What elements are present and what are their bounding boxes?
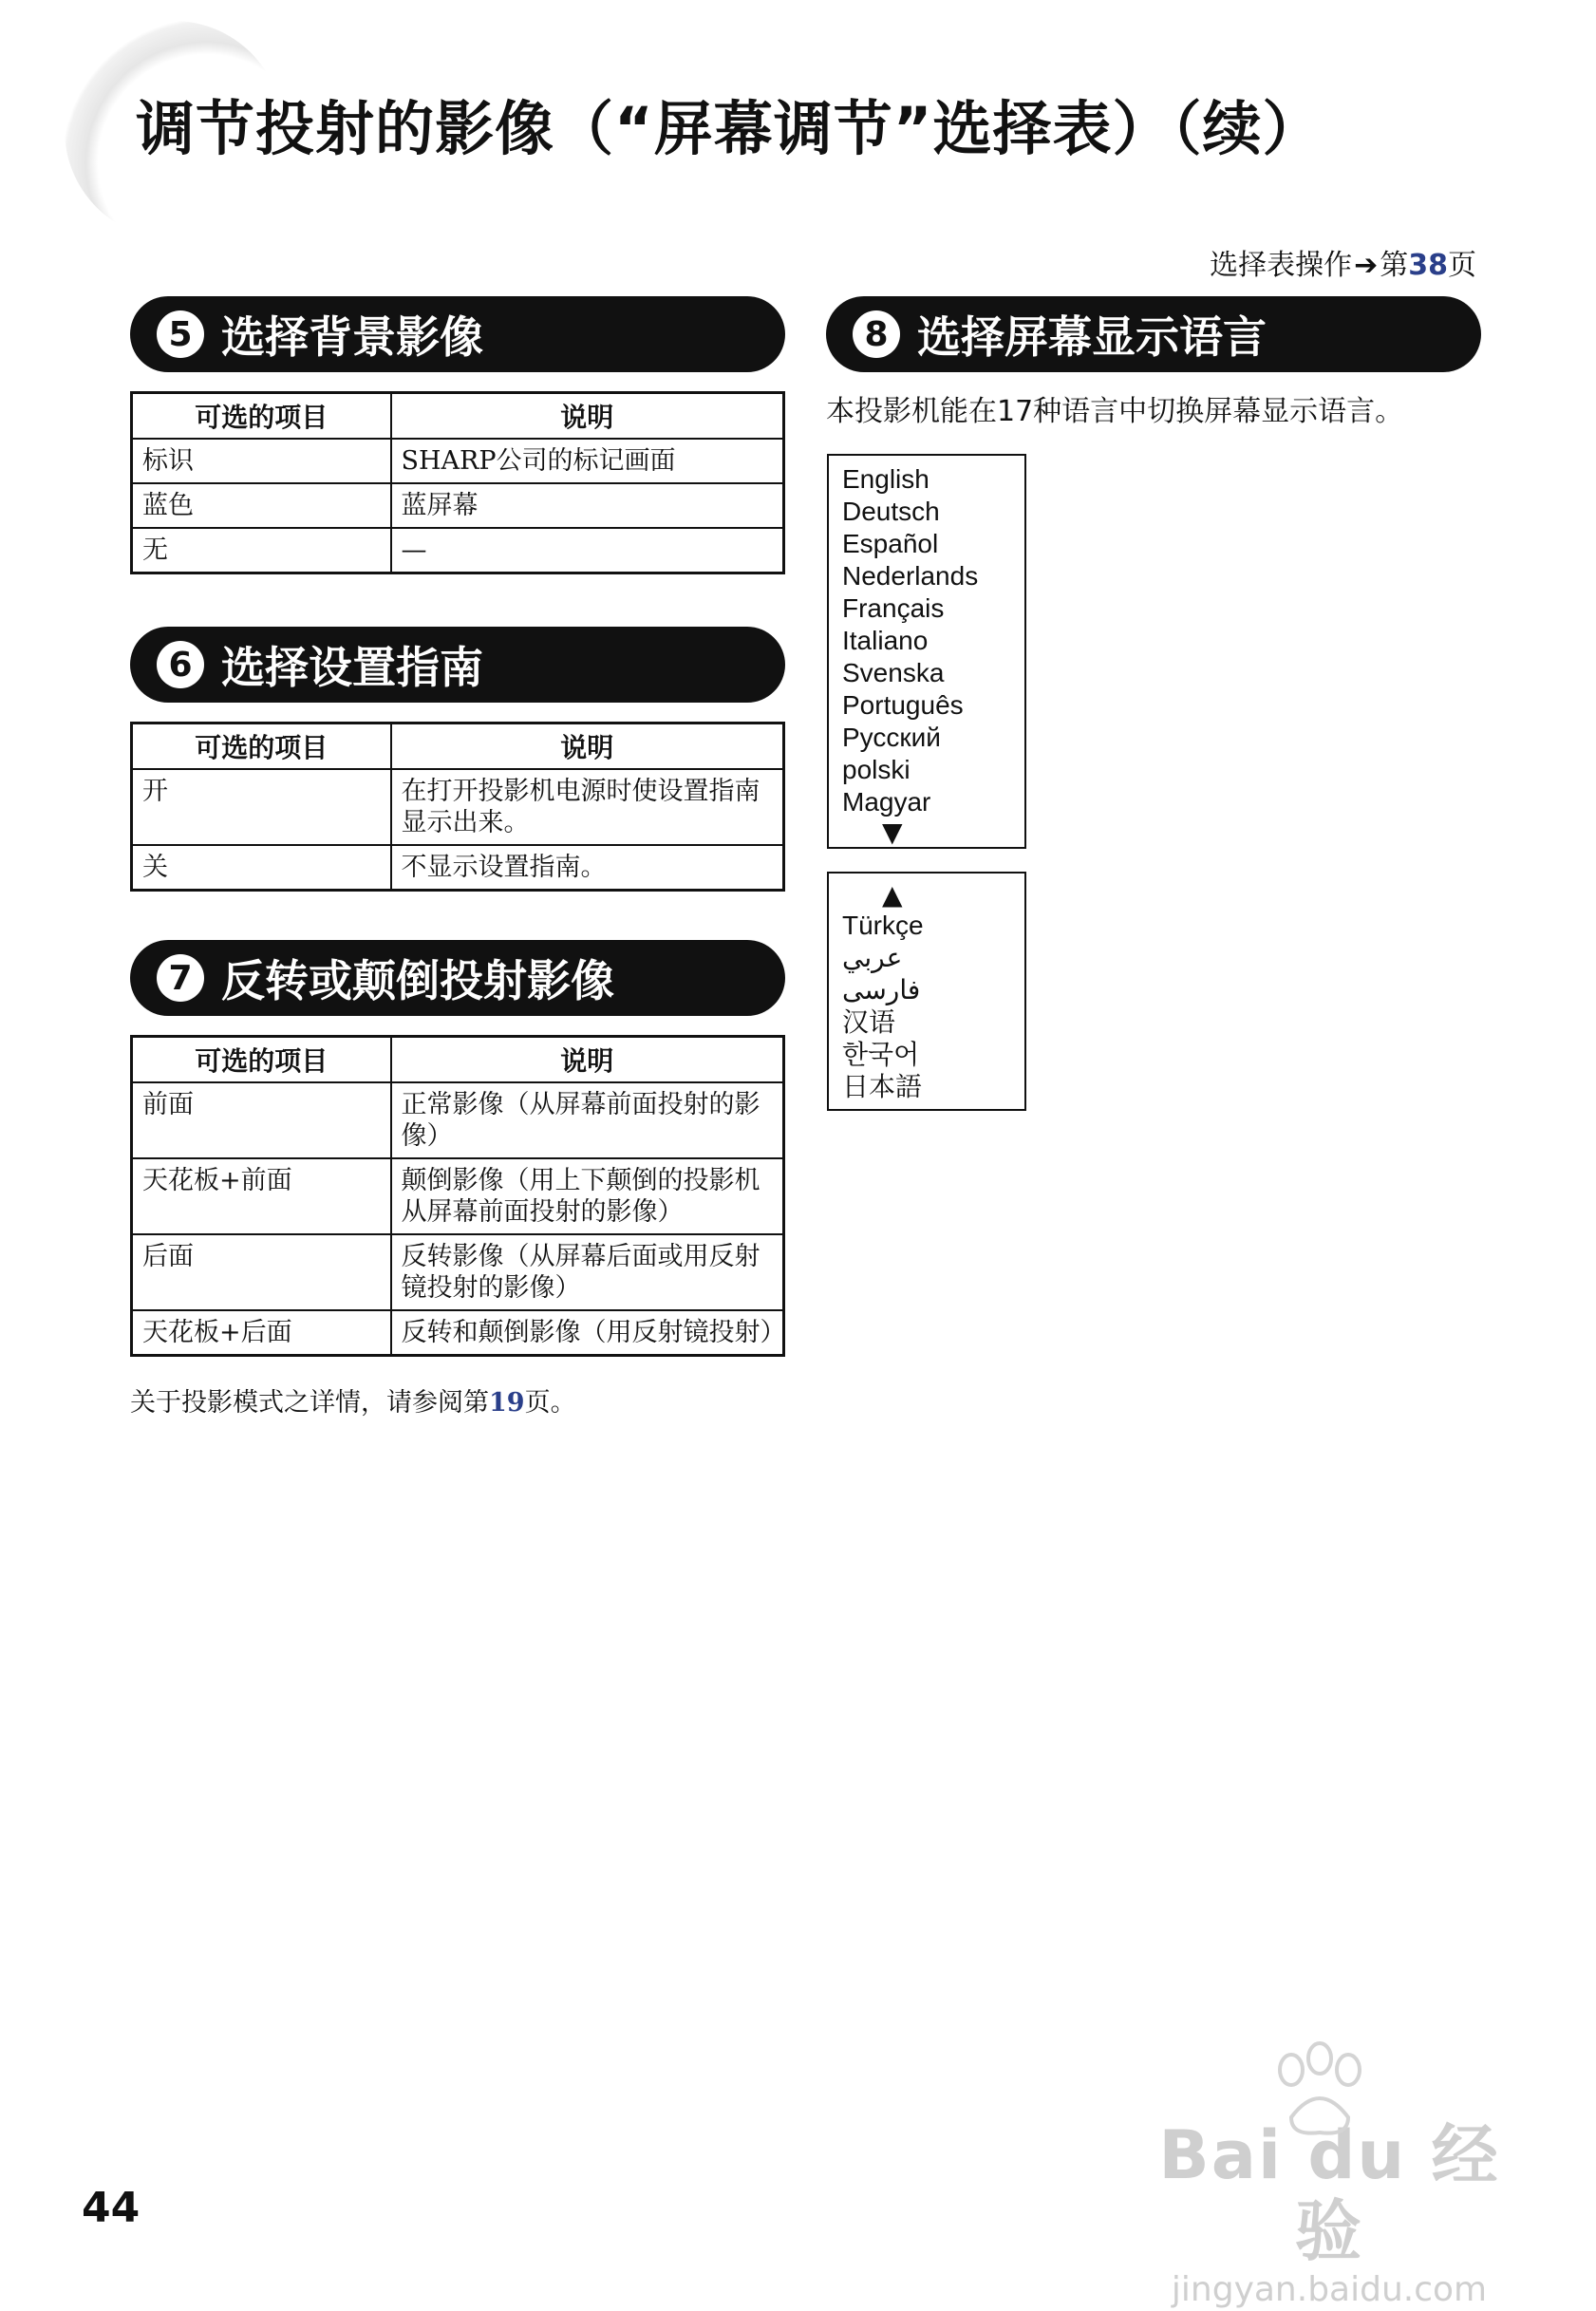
option-desc: 反转和颠倒影像（用反射镜投射）: [391, 1310, 784, 1356]
baidu-watermark: [1139, 2070, 1519, 2309]
options-table: [130, 1035, 785, 1357]
section-title: 选择设置指南: [221, 642, 483, 693]
scroll-down-arrow-icon[interactable]: ▼: [882, 817, 903, 848]
footnote-suffix: 页。: [524, 1388, 576, 1418]
option-item: 天花板+后面: [132, 1310, 391, 1356]
page-number: 44: [82, 2184, 141, 2232]
language-item[interactable]: 日本語: [842, 1072, 923, 1101]
language-list-page-2: [827, 872, 1026, 1111]
section-osd-language: [826, 296, 1481, 372]
arrow-right-icon: ➔: [1354, 249, 1379, 282]
option-desc: 颠倒影像（用上下颠倒的投影机从屏幕前面投射的影像）: [391, 1158, 784, 1234]
column-header-desc: 说明: [391, 1037, 784, 1083]
section-background-image: [130, 296, 785, 574]
language-item[interactable]: Türkçe: [842, 911, 924, 940]
scroll-up-arrow-icon[interactable]: ▲: [882, 879, 903, 911]
language-item[interactable]: Español: [842, 529, 939, 558]
language-item[interactable]: Русский: [842, 723, 941, 752]
options-table: [130, 722, 785, 892]
option-item: 无: [132, 528, 391, 573]
language-item[interactable]: Français: [842, 593, 945, 623]
option-desc: —: [391, 528, 784, 573]
watermark-url: jingyan.baidu.com: [1171, 2270, 1488, 2309]
section-header: [130, 940, 785, 1016]
option-desc: 在打开投影机电源时使设置指南显示出来。: [391, 769, 784, 845]
section-number-badge: 7: [157, 954, 204, 1002]
language-item[interactable]: Svenska: [842, 658, 945, 687]
section-number-badge: 6: [157, 641, 204, 688]
language-item[interactable]: polski: [842, 755, 911, 784]
table-row: [132, 1310, 784, 1356]
language-item[interactable]: Italiano: [842, 626, 929, 655]
language-item[interactable]: Nederlands: [842, 561, 979, 591]
language-item[interactable]: 한국어: [842, 1040, 920, 1069]
option-item: 后面: [132, 1234, 391, 1310]
menu-ref-mid: 第: [1380, 249, 1409, 282]
menu-operation-reference: [1210, 241, 1476, 283]
footnote-page-link[interactable]: 19: [489, 1388, 525, 1418]
option-item: 蓝色: [132, 483, 391, 528]
option-desc: 反转影像（从屏幕后面或用反射镜投射的影像）: [391, 1234, 784, 1310]
option-item: 天花板+前面: [132, 1158, 391, 1234]
footnote: [130, 1381, 576, 1419]
table-row: [132, 483, 784, 528]
table-header-row: [132, 393, 784, 440]
section-title: 反转或颠倒投射影像: [221, 955, 614, 1006]
menu-ref-prefix: 选择表操作: [1210, 249, 1353, 282]
option-item: 标识: [132, 439, 391, 483]
language-item[interactable]: Deutsch: [842, 497, 940, 526]
section-title: 选择屏幕显示语言: [917, 311, 1267, 363]
language-item[interactable]: فارسی: [842, 975, 921, 1005]
watermark-logo-text: Bai du 经验: [1158, 2116, 1500, 2270]
column-header-desc: 说明: [391, 723, 784, 770]
option-desc: 不显示设置指南。: [391, 845, 784, 891]
language-item[interactable]: Português: [842, 690, 964, 720]
section-number-badge: 8: [853, 310, 900, 358]
option-item: 前面: [132, 1082, 391, 1158]
table-row: [132, 1234, 784, 1310]
section-title: 选择背景影像: [221, 311, 483, 363]
section-projection-mode: [130, 940, 785, 1357]
section-setup-guide: [130, 627, 785, 892]
option-item: 关: [132, 845, 391, 891]
paw-icon: [1263, 2041, 1377, 2146]
column-header-item: 可选的项目: [132, 1037, 391, 1083]
column-header-item: 可选的项目: [132, 393, 391, 440]
table-header-row: [132, 723, 784, 770]
column-header-item: 可选的项目: [132, 723, 391, 770]
menu-ref-page-link[interactable]: 38: [1408, 249, 1448, 282]
table-row: [132, 1158, 784, 1234]
section-number-badge: 5: [157, 310, 204, 358]
page-title: 调节投射的影像（“屏幕调节”选择表）（续）: [136, 94, 1323, 163]
table-row: [132, 1082, 784, 1158]
footnote-prefix: 关于投影模式之详情，请参阅第: [130, 1388, 489, 1418]
section-header: [130, 296, 785, 372]
language-item[interactable]: Magyar: [842, 787, 931, 817]
option-desc: 正常影像（从屏幕前面投射的影像）: [391, 1082, 784, 1158]
table-header-row: [132, 1037, 784, 1083]
table-row: [132, 769, 784, 845]
table-row: [132, 439, 784, 483]
section-header: [130, 627, 785, 703]
menu-ref-suffix: 页: [1448, 249, 1476, 282]
option-item: 开: [132, 769, 391, 845]
language-list-page-1: [827, 454, 1026, 849]
option-desc: 蓝屏幕: [391, 483, 784, 528]
column-header-desc: 说明: [391, 393, 784, 440]
table-row: [132, 528, 784, 573]
section-header: [826, 296, 1481, 372]
options-table: [130, 391, 785, 574]
language-item[interactable]: 汉语: [842, 1007, 896, 1037]
table-row: [132, 845, 784, 891]
language-item[interactable]: English: [842, 464, 929, 494]
language-description: 本投影机能在17种语言中切换屏幕显示语言。: [826, 395, 1404, 428]
language-item[interactable]: عربي: [842, 943, 903, 972]
option-desc: SHARP公司的标记画面: [391, 439, 784, 483]
